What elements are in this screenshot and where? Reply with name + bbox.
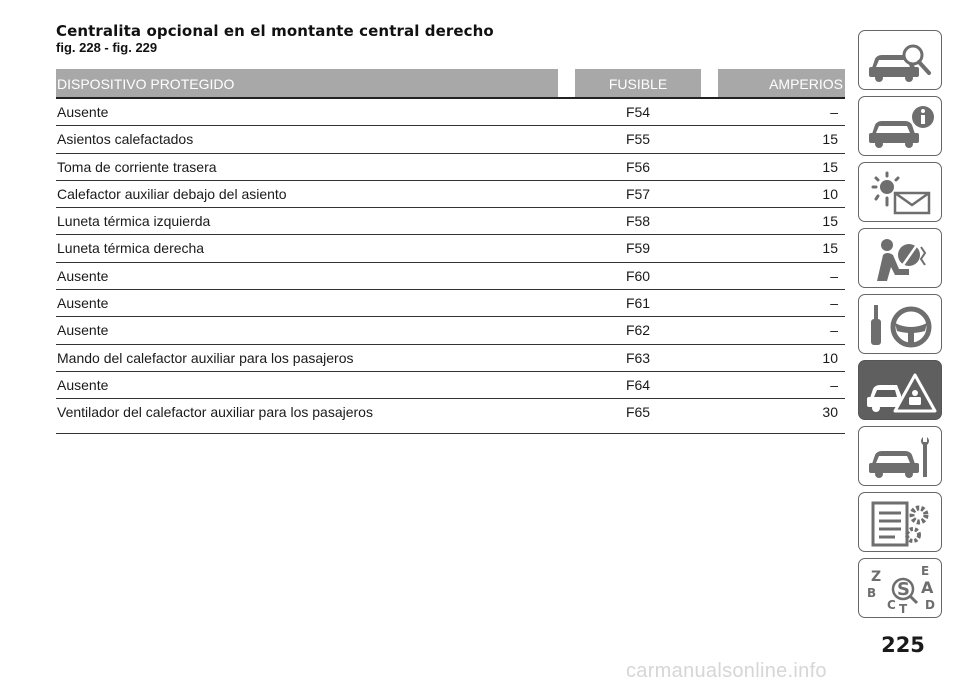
cell-amps: 15 — [822, 240, 838, 257]
table-header — [56, 69, 845, 99]
header-device: DISPOSITIVO PROTEGIDO — [56, 69, 558, 97]
car-search-icon — [865, 37, 937, 85]
cell-amps: – — [830, 295, 838, 312]
tab-emergency[interactable] — [858, 360, 942, 420]
table-row — [56, 345, 845, 372]
tab-car-info[interactable] — [858, 96, 942, 156]
cell-fuse: F62 — [625, 322, 651, 339]
cell-fuse: F54 — [625, 104, 651, 120]
watermark: carmanualsonline.info — [626, 660, 827, 682]
svg-text:S: S — [897, 579, 910, 600]
car-info-icon — [865, 103, 937, 151]
cell-fuse: F59 — [625, 240, 651, 257]
table-row — [56, 399, 845, 434]
warning-lights-mail-icon — [865, 169, 937, 217]
cell-amps: 10 — [822, 185, 838, 202]
header-amps: AMPERIOS — [718, 69, 845, 97]
cell-fuse: F56 — [625, 158, 651, 175]
figure-reference: fig. 228 - fig. 229 — [56, 40, 158, 55]
cell-amps: – — [830, 267, 838, 284]
cell-device: Mando del calefactor auxiliar para los pasajeros — [57, 349, 354, 366]
spec-list-gears-icon — [865, 499, 937, 547]
cell-device: Calefactor auxiliar debajo del asiento — [57, 185, 287, 202]
svg-text:D: D — [925, 598, 935, 612]
table-row — [56, 154, 845, 181]
cell-fuse: F63 — [625, 349, 651, 366]
table-row — [56, 290, 845, 317]
cell-device: Ausente — [57, 322, 109, 339]
cell-amps: – — [830, 376, 838, 393]
svg-text:B: B — [867, 586, 877, 600]
svg-text:C: C — [887, 598, 896, 612]
cell-fuse: F58 — [625, 213, 651, 230]
header-fuse: FUSIBLE — [575, 69, 701, 97]
cell-device: Ausente — [57, 295, 109, 312]
tab-technical-data[interactable] — [858, 492, 942, 552]
cell-fuse: F55 — [625, 131, 651, 148]
car-wrench-icon — [865, 433, 937, 481]
cell-device: Asientos calefactados — [57, 131, 194, 148]
cell-device: Luneta térmica izquierda — [57, 213, 211, 230]
cell-amps: 30 — [822, 404, 838, 421]
fuse-table — [56, 69, 845, 434]
table-row — [56, 99, 845, 126]
cell-device: Ausente — [57, 104, 109, 120]
cell-fuse: F64 — [625, 376, 651, 393]
alphabet-index-icon — [865, 565, 937, 613]
table-body — [56, 99, 845, 434]
section-title: Centralita opcional en el montante central derecho — [56, 22, 494, 40]
key-steering-wheel-icon — [865, 301, 937, 349]
cell-fuse: F60 — [625, 267, 651, 284]
tab-warning-lights[interactable] — [858, 162, 942, 222]
tab-car-search[interactable] — [858, 30, 942, 90]
table-row — [56, 181, 845, 208]
svg-text:A: A — [921, 578, 934, 597]
table-row — [56, 235, 845, 262]
table-row — [56, 263, 845, 290]
cell-device: Ausente — [57, 376, 109, 393]
tab-starting-driving[interactable] — [858, 294, 942, 354]
cell-fuse: F61 — [625, 295, 651, 312]
cell-fuse: F65 — [625, 404, 651, 421]
table-row — [56, 126, 845, 153]
airbag-passenger-icon — [865, 235, 937, 283]
car-accident-warning-icon — [865, 367, 937, 415]
svg-text:T: T — [899, 602, 908, 613]
cell-device: Toma de corriente trasera — [57, 158, 217, 175]
cell-amps: 15 — [822, 213, 838, 230]
table-row — [56, 208, 845, 235]
cell-amps: 10 — [822, 349, 838, 366]
table-row — [56, 317, 845, 344]
tab-maintenance[interactable] — [858, 426, 942, 486]
cell-device: Ventilador del calefactor auxiliar para los pasajeros — [57, 404, 373, 421]
cell-fuse: F57 — [625, 185, 651, 202]
cell-amps: – — [830, 104, 838, 120]
svg-text:E: E — [921, 565, 930, 578]
table-row — [56, 372, 845, 399]
cell-amps: 15 — [822, 131, 838, 148]
cell-device: Luneta térmica derecha — [57, 240, 205, 257]
cell-amps: – — [830, 322, 838, 339]
cell-device: Ausente — [57, 267, 109, 284]
tab-safety[interactable] — [858, 228, 942, 288]
tab-index[interactable] — [858, 558, 942, 618]
page-number: 225 — [881, 633, 925, 657]
cell-amps: 15 — [822, 158, 838, 175]
svg-text:Z: Z — [871, 569, 882, 585]
